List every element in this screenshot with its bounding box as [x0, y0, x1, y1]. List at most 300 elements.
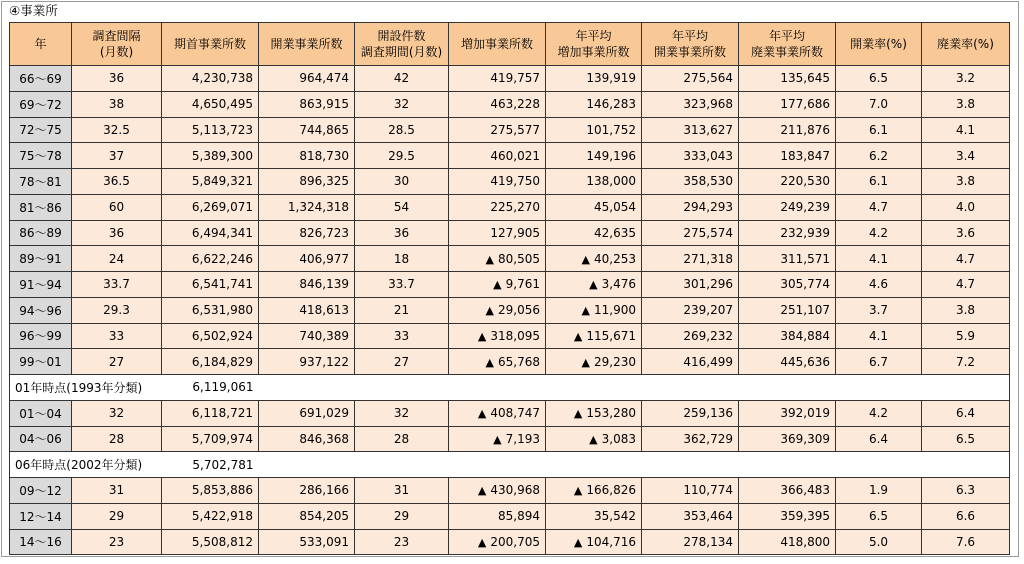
cell-value: 3.7 [868, 303, 889, 318]
interval-cell [72, 246, 162, 272]
avg-close-cell [739, 503, 836, 529]
open-rate-cell [836, 117, 922, 143]
cell-value: 146,283 [586, 97, 636, 112]
open-rate-cell [836, 194, 922, 220]
cell-value: 6.1 [868, 174, 889, 189]
cell-value: 846,368 [299, 431, 349, 446]
start-count-cell [162, 143, 259, 169]
cell-value: 6.5 [868, 509, 889, 524]
note-value: 5,702,781 [162, 452, 259, 478]
cell-value: 09～12 [19, 483, 62, 498]
cell-value: 294,293 [683, 200, 733, 215]
increase-cell [449, 91, 546, 117]
open-count-cell [259, 246, 355, 272]
column-header-label: 年平均 [768, 29, 805, 43]
negative-mark: ▲ [589, 278, 598, 292]
cell-value: 7.6 [955, 534, 976, 549]
negative-mark: ▲ [485, 252, 494, 266]
avg-open-cell [642, 478, 739, 504]
column-header [449, 23, 546, 66]
start-count-cell [162, 169, 259, 195]
avg-open-cell [642, 143, 739, 169]
cell-value: 14～16 [19, 535, 62, 550]
open-rate-cell [836, 66, 922, 92]
cell-value: 75～78 [19, 149, 62, 164]
cell-value: 416,499 [683, 354, 733, 369]
negative-mark: ▲ [477, 329, 487, 343]
avg-close-cell [739, 297, 836, 323]
cell-value: 6,494,341 [191, 225, 253, 240]
avg-close-cell [739, 529, 836, 555]
months-cell [355, 220, 449, 246]
cell-value: 29 [393, 509, 410, 524]
cell-value: 318,095 [490, 328, 540, 343]
cell-value: 419,750 [490, 174, 540, 189]
cell-value: 275,564 [683, 71, 733, 86]
cell-value: 3.8 [955, 174, 976, 189]
cell-value: 4.7 [955, 251, 976, 266]
cell-value: 369,309 [780, 431, 830, 446]
close-rate-cell [922, 246, 1010, 272]
cell-value: 311,571 [780, 251, 830, 266]
cell-value: 6,502,924 [191, 328, 253, 343]
table-row [10, 529, 1010, 555]
increase-cell [449, 426, 546, 452]
cell-value: 362,729 [683, 431, 733, 446]
cell-value: 42 [393, 71, 410, 86]
start-count-cell [162, 297, 259, 323]
cell-value: 5.9 [955, 328, 976, 343]
avg-open-cell [642, 220, 739, 246]
year-cell [10, 529, 72, 555]
table-row [10, 66, 1010, 92]
negative-mark: ▲ [573, 329, 583, 343]
cell-value: 149,196 [586, 148, 636, 163]
cell-value: 740,389 [299, 328, 349, 343]
increase-cell [449, 529, 546, 555]
avg-open-cell [642, 91, 739, 117]
cell-value: 28 [108, 431, 125, 446]
increase-cell [449, 297, 546, 323]
cell-value: 6.4 [955, 406, 976, 421]
cell-value: 418,613 [299, 303, 349, 318]
months-cell [355, 426, 449, 452]
months-cell [355, 297, 449, 323]
start-count-cell [162, 220, 259, 246]
cell-value: 4,650,495 [191, 97, 253, 112]
cell-value: 127,905 [490, 225, 540, 240]
cell-value: 135,645 [780, 71, 830, 86]
open-count-cell [259, 117, 355, 143]
avg-increase-cell [546, 194, 642, 220]
table-row [10, 169, 1010, 195]
table-row [10, 272, 1010, 298]
table-row [10, 117, 1010, 143]
close-rate-cell [922, 478, 1010, 504]
start-count-cell [162, 478, 259, 504]
avg-close-cell [739, 272, 836, 298]
open-rate-cell [836, 143, 922, 169]
column-header [642, 23, 739, 66]
column-header-label: 廃業事業所数 [750, 45, 823, 59]
cell-value: 5,113,723 [191, 122, 253, 137]
cell-value: 6,269,071 [191, 200, 253, 215]
close-rate-cell [922, 529, 1010, 555]
cell-value: 4.6 [868, 277, 889, 292]
avg-open-cell [642, 194, 739, 220]
negative-mark: ▲ [573, 407, 583, 421]
cell-value: 32 [108, 406, 125, 421]
avg-increase-cell [546, 117, 642, 143]
cell-value: 251,107 [780, 303, 830, 318]
year-cell [10, 323, 72, 349]
cell-value: 4.2 [868, 225, 889, 240]
cell-value: 286,166 [299, 483, 349, 498]
cell-value: 28.5 [388, 122, 415, 137]
interval-cell [72, 529, 162, 555]
column-header [259, 23, 355, 66]
cell-value: 4.1 [868, 328, 889, 343]
cell-value: 854,205 [299, 509, 349, 524]
increase-cell [449, 323, 546, 349]
months-cell [355, 478, 449, 504]
cell-value: 4.7 [955, 277, 976, 292]
avg-increase-cell [546, 503, 642, 529]
cell-value: 81～86 [19, 200, 62, 215]
cell-value: 30 [393, 174, 410, 189]
cell-value: 4,230,738 [191, 71, 253, 86]
open-rate-cell [836, 503, 922, 529]
year-cell [10, 117, 72, 143]
avg-close-cell [739, 194, 836, 220]
avg-close-cell [739, 246, 836, 272]
cell-value: 27 [108, 354, 125, 369]
cell-value: 12～14 [19, 509, 62, 524]
start-count-cell [162, 91, 259, 117]
negative-mark: ▲ [493, 278, 502, 292]
interval-cell [72, 272, 162, 298]
cell-value: 60 [108, 200, 125, 215]
year-cell [10, 143, 72, 169]
cell-value: 139,919 [586, 71, 636, 86]
negative-mark: ▲ [589, 432, 598, 446]
table-row [10, 143, 1010, 169]
cell-value: 278,134 [683, 534, 733, 549]
cell-value: 153,280 [586, 406, 636, 421]
column-header-label: 年 [34, 37, 47, 51]
cell-value: 406,977 [299, 251, 349, 266]
column-header [72, 23, 162, 66]
year-cell [10, 169, 72, 195]
close-rate-cell [922, 400, 1010, 426]
months-cell [355, 529, 449, 555]
cell-value: 7,193 [505, 431, 540, 446]
avg-open-cell [642, 117, 739, 143]
cell-value: 691,029 [299, 406, 349, 421]
open-rate-cell [836, 169, 922, 195]
cell-value: 6.3 [955, 483, 976, 498]
year-cell [10, 66, 72, 92]
cell-value: 65,768 [498, 354, 540, 369]
cell-value: 323,968 [683, 97, 733, 112]
header-row [10, 23, 1010, 66]
cell-value: 271,318 [683, 251, 733, 266]
cell-value: 200,705 [490, 534, 540, 549]
cell-value: 220,530 [780, 174, 830, 189]
column-header [739, 23, 836, 66]
cell-value: 6,184,829 [191, 354, 253, 369]
increase-cell [449, 400, 546, 426]
negative-mark: ▲ [581, 355, 590, 369]
cell-value: 6.5 [868, 71, 889, 86]
cell-value: 29.5 [388, 148, 415, 163]
cell-value: 275,577 [490, 122, 540, 137]
avg-increase-cell [546, 478, 642, 504]
cell-value: 36.5 [103, 174, 130, 189]
negative-mark: ▲ [477, 407, 487, 421]
column-header-label: 増加事業所数 [460, 37, 533, 51]
avg-increase-cell [546, 272, 642, 298]
cell-value: 445,636 [780, 354, 830, 369]
cell-value: 239,207 [683, 303, 733, 318]
avg-increase-cell [546, 297, 642, 323]
cell-value: 35,542 [594, 509, 636, 524]
avg-open-cell [642, 426, 739, 452]
open-count-cell [259, 169, 355, 195]
cell-value: 6,531,980 [191, 303, 253, 318]
cell-value: 32 [393, 406, 410, 421]
interval-cell [72, 503, 162, 529]
increase-cell [449, 478, 546, 504]
increase-cell [449, 349, 546, 375]
cell-value: 863,915 [299, 97, 349, 112]
table-row [10, 220, 1010, 246]
avg-open-cell [642, 349, 739, 375]
close-rate-cell [922, 297, 1010, 323]
negative-mark: ▲ [477, 484, 487, 498]
cell-value: 69～72 [19, 97, 62, 112]
cell-value: 6,622,246 [191, 251, 253, 266]
close-rate-cell [922, 91, 1010, 117]
table-row [10, 323, 1010, 349]
start-count-cell [162, 194, 259, 220]
avg-open-cell [642, 66, 739, 92]
cell-value: 37 [108, 148, 125, 163]
cell-value: 408,747 [490, 406, 540, 421]
column-header-label: 開業事業所数 [653, 45, 726, 59]
cell-value: 31 [393, 483, 410, 498]
months-cell [355, 246, 449, 272]
open-count-cell [259, 297, 355, 323]
cell-value: 275,574 [683, 225, 733, 240]
avg-increase-cell [546, 529, 642, 555]
cell-value: 5.0 [868, 534, 889, 549]
cell-value: 86～89 [19, 226, 62, 241]
column-header-label: 期首事業所数 [173, 37, 246, 51]
cell-value: 21 [393, 303, 410, 318]
cell-value: 937,122 [299, 354, 349, 369]
interval-cell [72, 169, 162, 195]
table-row [10, 297, 1010, 323]
cell-value: 3.8 [955, 303, 976, 318]
months-cell [355, 272, 449, 298]
table-row [10, 426, 1010, 452]
open-count-cell [259, 503, 355, 529]
increase-cell [449, 220, 546, 246]
avg-increase-cell [546, 66, 642, 92]
avg-open-cell [642, 400, 739, 426]
cell-value: 110,774 [683, 483, 733, 498]
cell-value: 6.4 [868, 431, 889, 446]
negative-mark: ▲ [581, 304, 590, 318]
cell-value: 29.3 [103, 303, 130, 318]
cell-value: 463,228 [490, 97, 540, 112]
cell-value: 6,118,721 [191, 406, 253, 421]
cell-value: 33 [108, 328, 125, 343]
cell-value: 305,774 [780, 277, 830, 292]
cell-value: 54 [393, 200, 410, 215]
year-cell [10, 426, 72, 452]
negative-mark: ▲ [477, 535, 487, 549]
close-rate-cell [922, 66, 1010, 92]
open-rate-cell [836, 220, 922, 246]
classification-note-row [10, 452, 1010, 478]
cell-value: 225,270 [490, 200, 540, 215]
cell-value: 5,389,300 [191, 148, 253, 163]
increase-cell [449, 117, 546, 143]
open-count-cell [259, 426, 355, 452]
column-header-label: 廃業率(%) [937, 37, 994, 51]
start-count-cell [162, 66, 259, 92]
cell-value: 94～96 [19, 303, 62, 318]
cell-value: 6.6 [955, 509, 976, 524]
cell-value: 460,021 [490, 148, 540, 163]
cell-value: 66～69 [19, 71, 62, 86]
avg-open-cell [642, 529, 739, 555]
year-cell [10, 272, 72, 298]
cell-value: 3.8 [955, 97, 976, 112]
close-rate-cell [922, 194, 1010, 220]
column-header-label: 調査間隔 [92, 29, 141, 43]
close-rate-cell [922, 272, 1010, 298]
interval-cell [72, 117, 162, 143]
cell-value: 23 [108, 534, 125, 549]
cell-value: 313,627 [683, 122, 733, 137]
cell-value: 11,900 [594, 303, 636, 318]
cell-value: 32.5 [103, 122, 130, 137]
interval-cell [72, 426, 162, 452]
cell-value: 4.1 [868, 251, 889, 266]
cell-value: 115,671 [586, 328, 636, 343]
open-rate-cell [836, 246, 922, 272]
cell-value: 42,635 [594, 225, 636, 240]
months-cell [355, 194, 449, 220]
cell-value: 392,019 [780, 406, 830, 421]
avg-close-cell [739, 117, 836, 143]
note-blank [259, 452, 1010, 478]
cell-value: 7.2 [955, 354, 976, 369]
avg-increase-cell [546, 349, 642, 375]
cell-value: 249,239 [780, 200, 830, 215]
classification-note-row [10, 375, 1010, 401]
open-count-cell [259, 143, 355, 169]
cell-value: 29,056 [498, 303, 540, 318]
months-cell [355, 349, 449, 375]
note-label: 06年時点(2002年分類) [10, 452, 162, 478]
cell-value: 04～06 [19, 432, 62, 447]
cell-value: 28 [393, 431, 410, 446]
increase-cell [449, 169, 546, 195]
avg-open-cell [642, 297, 739, 323]
cell-value: 846,139 [299, 277, 349, 292]
avg-increase-cell [546, 323, 642, 349]
cell-value: 6.5 [955, 431, 976, 446]
close-rate-cell [922, 503, 1010, 529]
cell-value: 430,968 [490, 483, 540, 498]
interval-cell [72, 478, 162, 504]
avg-open-cell [642, 272, 739, 298]
avg-open-cell [642, 246, 739, 272]
increase-cell [449, 194, 546, 220]
start-count-cell [162, 246, 259, 272]
open-rate-cell [836, 323, 922, 349]
open-count-cell [259, 91, 355, 117]
months-cell [355, 503, 449, 529]
cell-value: 359,395 [780, 509, 830, 524]
year-cell [10, 220, 72, 246]
table-row [10, 246, 1010, 272]
cell-value: 36 [108, 71, 125, 86]
open-rate-cell [836, 426, 922, 452]
cell-value: 99～01 [19, 355, 62, 370]
table-row [10, 478, 1010, 504]
year-cell [10, 349, 72, 375]
cell-value: 29 [108, 509, 125, 524]
start-count-cell [162, 323, 259, 349]
column-header-label: 増加事業所数 [557, 45, 630, 59]
cell-value: 533,091 [299, 534, 349, 549]
open-rate-cell [836, 297, 922, 323]
cell-value: 259,136 [683, 406, 733, 421]
close-rate-cell [922, 323, 1010, 349]
year-cell [10, 194, 72, 220]
cell-value: 36 [108, 225, 125, 240]
interval-cell [72, 349, 162, 375]
negative-mark: ▲ [581, 252, 590, 266]
cell-value: 5,853,886 [191, 483, 253, 498]
cell-value: 177,686 [780, 97, 830, 112]
avg-close-cell [739, 400, 836, 426]
cell-value: 269,232 [683, 328, 733, 343]
column-header-label: 調査期間(月数) [360, 45, 443, 59]
cell-value: 01～04 [19, 406, 62, 421]
cell-value: 78～81 [19, 174, 62, 189]
avg-close-cell [739, 66, 836, 92]
open-count-cell [259, 66, 355, 92]
cell-value: 4.2 [868, 406, 889, 421]
cell-value: 358,530 [683, 174, 733, 189]
cell-value: 5,422,918 [191, 509, 253, 524]
cell-value: 6.1 [868, 122, 889, 137]
column-header [546, 23, 642, 66]
avg-close-cell [739, 323, 836, 349]
avg-close-cell [739, 349, 836, 375]
months-cell [355, 169, 449, 195]
note-label: 01年時点(1993年分類) [10, 375, 162, 401]
months-cell [355, 66, 449, 92]
cell-value: 5,709,974 [191, 431, 253, 446]
cell-value: 31 [108, 483, 125, 498]
